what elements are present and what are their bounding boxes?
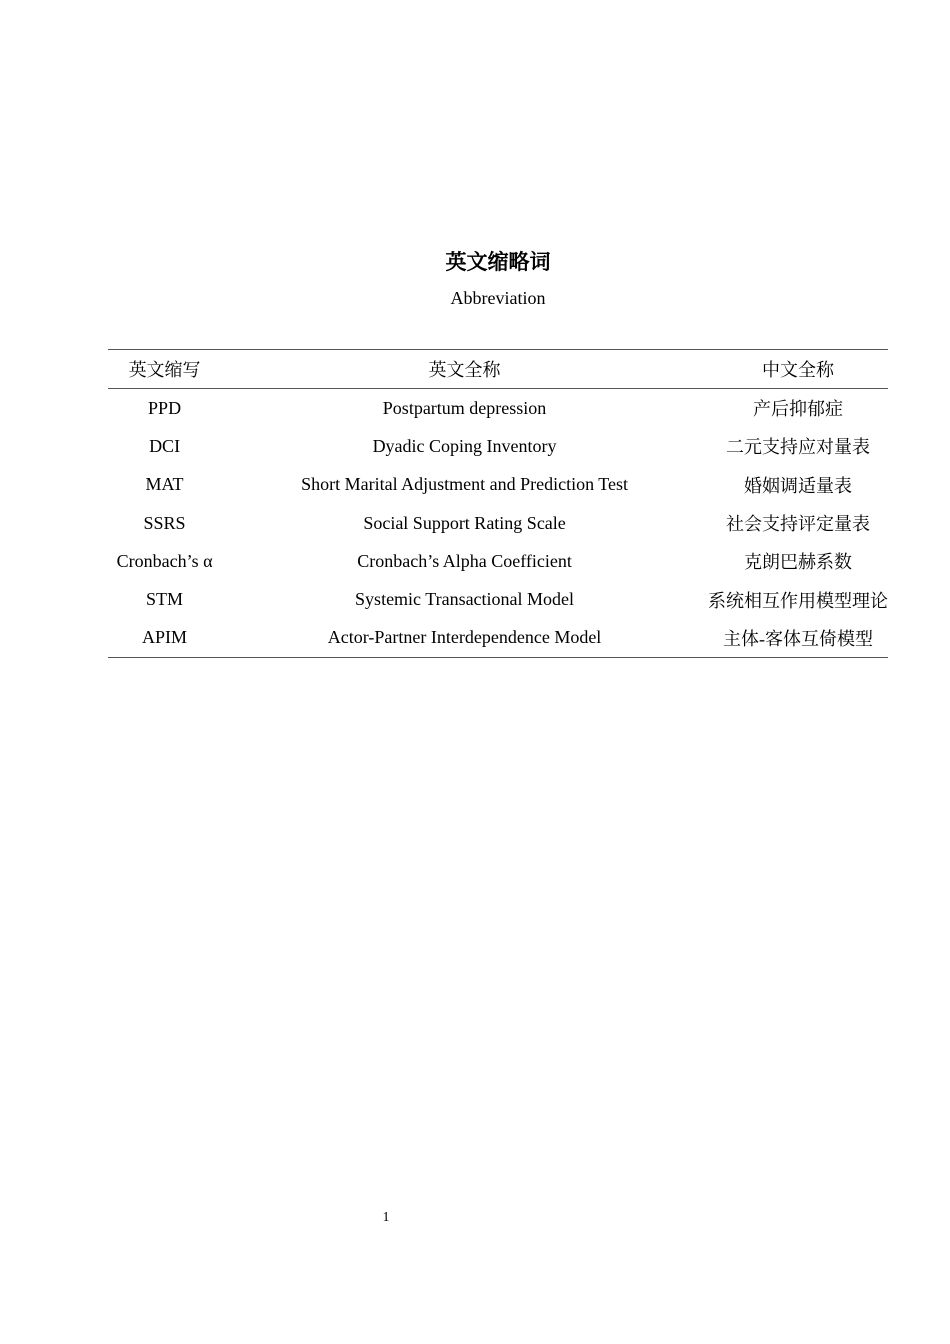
cell-abbreviation: SSRS xyxy=(143,512,186,533)
table-row xyxy=(108,504,888,542)
table-header-row xyxy=(108,350,888,389)
cell-english-full-name: Cronbach’s Alpha Coefficient xyxy=(357,550,572,571)
table-row xyxy=(108,427,888,465)
cell-abbreviation: Cronbach’s α xyxy=(116,550,213,571)
abbreviation-table xyxy=(108,349,888,658)
table-row xyxy=(108,389,888,428)
cell-chinese-full-name: 社会支持评定量表 xyxy=(725,514,870,535)
header-chinese-full-name: 中文全称 xyxy=(761,360,834,380)
cell-abbreviation: MAT xyxy=(145,474,184,495)
cell-english-full-name: Dyadic Coping Inventory xyxy=(372,435,557,456)
table-row xyxy=(108,466,888,504)
table-row xyxy=(108,619,888,658)
cell-chinese-full-name: 主体-客体互倚模型 xyxy=(722,628,873,649)
cell-abbreviation: DCI xyxy=(149,435,181,456)
cell-abbreviation: STM xyxy=(146,589,184,610)
cell-chinese-full-name: 二元支持应对量表 xyxy=(725,437,870,458)
page-subtitle: Abbreviation xyxy=(450,288,546,308)
cell-abbreviation: APIM xyxy=(142,627,188,648)
cell-chinese-full-name: 婚姻调适量表 xyxy=(743,475,852,496)
header-english-full-name: 英文全称 xyxy=(428,360,501,380)
table-row xyxy=(108,580,888,618)
cell-chinese-full-name: 产后抑郁症 xyxy=(752,399,843,420)
page-number: 1 xyxy=(382,1210,390,1225)
cell-chinese-full-name: 克朗巴赫系数 xyxy=(743,552,852,573)
table-body xyxy=(108,389,888,658)
table-header xyxy=(108,350,888,389)
cell-english-full-name: Actor-Partner Interdependence Model xyxy=(327,627,602,648)
page-title: 英文缩略词 xyxy=(445,250,551,274)
cell-english-full-name: Systemic Transactional Model xyxy=(355,589,575,610)
cell-english-full-name: Postpartum depression xyxy=(382,397,547,418)
cell-abbreviation: PPD xyxy=(148,397,182,418)
header-abbreviation: 英文缩写 xyxy=(128,360,201,380)
cell-english-full-name: Short Marital Adjustment and Prediction Test xyxy=(301,474,628,495)
cell-chinese-full-name: 系统相互作用模型理论 xyxy=(707,590,888,611)
table-row xyxy=(108,542,888,580)
cell-english-full-name: Social Support Rating Scale xyxy=(363,512,566,533)
